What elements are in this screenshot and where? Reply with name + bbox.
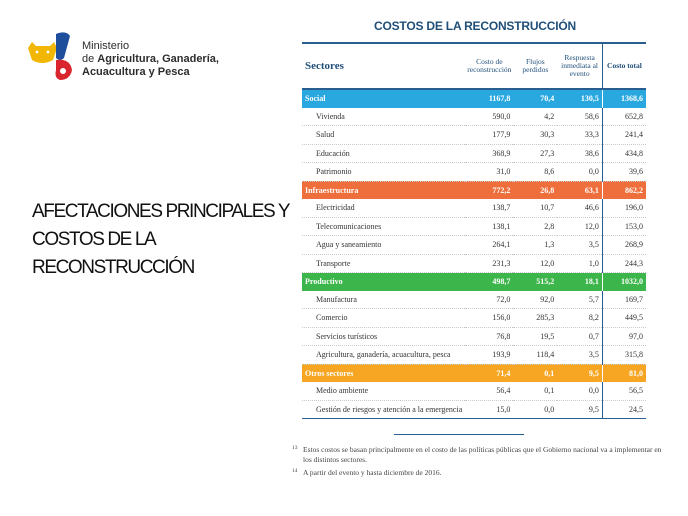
reconstruction-costs-table	[302, 42, 646, 419]
row-value: 1,0	[557, 254, 602, 273]
row-value: 169,7	[602, 291, 646, 309]
category-row	[302, 89, 646, 108]
category-value: 0,1	[544, 368, 555, 378]
row-label: Comercio	[302, 309, 465, 328]
row-value: 3,5	[557, 346, 602, 365]
logo-line-3: Acuacultura y Pesca	[82, 66, 190, 78]
slide-heading-line-1: AFECTACIONES PRINCIPALES Y	[32, 201, 290, 222]
logo-line-2	[82, 53, 219, 66]
row-label: Patrimonio	[302, 163, 465, 182]
row-label: Telecomunicaciones	[302, 217, 465, 236]
category-value: 1368,6	[602, 89, 646, 108]
row-value: 368,9	[465, 144, 513, 163]
row-value: 315,8	[602, 346, 646, 365]
row-value: 264,1	[465, 236, 513, 255]
row-value: 8,6	[513, 163, 557, 182]
category-name: Infraestructura	[305, 185, 359, 195]
table-row	[302, 309, 646, 328]
row-value: 138,1	[465, 217, 513, 236]
header-sectors: Sectores	[302, 43, 465, 89]
row-value: 19,5	[513, 327, 557, 346]
category-value: 498,7	[492, 277, 511, 287]
row-value: 58,6	[557, 108, 602, 126]
category-value: 862,2	[602, 181, 646, 199]
table-row	[302, 382, 646, 400]
row-value: 0,0	[557, 163, 602, 182]
row-value: 33,3	[557, 126, 602, 145]
row-value: 193,9	[465, 346, 513, 365]
row-value: 1,3	[513, 236, 557, 255]
footnote-mark: 13	[292, 445, 298, 451]
row-value: 138,7	[465, 199, 513, 217]
row-label: Salud	[302, 126, 465, 145]
row-value: 241,4	[602, 126, 646, 145]
footnotes	[292, 445, 662, 481]
category-value: 772,2	[492, 185, 511, 195]
footnote-13	[292, 445, 662, 465]
row-value: 30,3	[513, 126, 557, 145]
table-row	[302, 291, 646, 309]
row-label: Servicios turísticos	[302, 327, 465, 346]
row-value: 31,0	[465, 163, 513, 182]
category-value: 70,4	[540, 94, 555, 104]
table-row	[302, 400, 646, 419]
category-value: 63,1	[584, 185, 599, 195]
row-value: 24,5	[602, 400, 646, 419]
category-row	[302, 181, 646, 199]
table-row	[302, 217, 646, 236]
footnote-mark: 14	[292, 468, 298, 474]
table-body	[302, 89, 646, 419]
category-value: 515,2	[536, 277, 555, 287]
row-value: 39,6	[602, 163, 646, 182]
row-label: Educación	[302, 144, 465, 163]
footnote-divider	[394, 434, 524, 435]
header-total-cost: Costo total	[602, 43, 646, 89]
table-row	[302, 327, 646, 346]
row-value: 590,0	[465, 108, 513, 126]
table-row	[302, 144, 646, 163]
category-value: 130,5	[580, 94, 599, 104]
footnote-14	[292, 468, 662, 478]
category-name: Otros sectores	[305, 368, 354, 378]
row-value: 196,0	[602, 199, 646, 217]
table-title: COSTOS DE LA RECONSTRUCCIÓN	[374, 19, 576, 33]
category-row	[302, 273, 646, 291]
footnote-text: A partir del evento y hasta diciembre de 2016.	[303, 468, 442, 477]
row-value: 434,8	[602, 144, 646, 163]
row-value: 12,0	[557, 217, 602, 236]
header-lost-flows: Flujos perdidos	[513, 43, 557, 89]
row-value: 15,0	[465, 400, 513, 419]
row-value: 652,8	[602, 108, 646, 126]
row-value: 27,3	[513, 144, 557, 163]
row-value: 56,4	[465, 382, 513, 400]
row-value: 92,0	[513, 291, 557, 309]
row-label: Electricidad	[302, 199, 465, 217]
row-label: Transporte	[302, 254, 465, 273]
row-label: Agricultura, ganadería, acuacultura, pesca	[302, 346, 465, 365]
row-value: 0,1	[513, 382, 557, 400]
logo-line-2-bold: Agricultura, Ganadería,	[97, 53, 219, 65]
category-value: 1167,8	[488, 94, 511, 104]
category-name: Social	[305, 94, 326, 104]
category-value: 71,4	[496, 368, 511, 378]
row-value: 118,4	[513, 346, 557, 365]
table-header-row	[302, 43, 646, 89]
row-label: Agua y saneamiento	[302, 236, 465, 255]
footnote-text: Estos costos se basan principalmente en el costo de las políticas públicas que el Gobierno nacional va a implementar en los distintos sectores.	[303, 445, 662, 464]
slide-heading-line-2: COSTOS DE LA	[32, 229, 156, 250]
table-row	[302, 199, 646, 217]
row-value: 285,3	[513, 309, 557, 328]
category-value: 81,0	[602, 364, 646, 382]
row-value: 72,0	[465, 291, 513, 309]
row-value: 0,0	[557, 382, 602, 400]
row-value: 4,2	[513, 108, 557, 126]
table-row	[302, 108, 646, 126]
row-value: 12,0	[513, 254, 557, 273]
row-value: 56,5	[602, 382, 646, 400]
table-row	[302, 346, 646, 365]
ministry-name	[82, 40, 219, 79]
row-value: 2,8	[513, 217, 557, 236]
row-value: 449,5	[602, 309, 646, 328]
row-value: 38,6	[557, 144, 602, 163]
category-value: 18,1	[584, 277, 599, 287]
row-value: 177,9	[465, 126, 513, 145]
table-row	[302, 163, 646, 182]
category-value: 26,8	[540, 185, 555, 195]
row-value: 46,6	[557, 199, 602, 217]
ministry-emblem-icon	[26, 30, 76, 82]
category-row	[302, 364, 646, 382]
category-name: Productivo	[305, 277, 343, 287]
ministry-logo	[26, 30, 226, 86]
slide-heading-line-3: RECONSTRUCCIÓN	[32, 257, 194, 278]
header-immediate-response: Respuesta inmediata al evento	[557, 43, 602, 89]
header-reconstruction-cost: Costo de reconstrucción	[465, 43, 513, 89]
row-value: 5,7	[557, 291, 602, 309]
row-value: 231,3	[465, 254, 513, 273]
row-value: 156,0	[465, 309, 513, 328]
table-row	[302, 236, 646, 255]
row-value: 268,9	[602, 236, 646, 255]
category-value: 1032,0	[602, 273, 646, 291]
category-value: 9,5	[588, 368, 599, 378]
row-value: 0,7	[557, 327, 602, 346]
row-value: 244,3	[602, 254, 646, 273]
table-row	[302, 126, 646, 145]
row-label: Vivienda	[302, 108, 465, 126]
row-value: 76,8	[465, 327, 513, 346]
row-value: 8,2	[557, 309, 602, 328]
row-label: Manufactura	[302, 291, 465, 309]
row-value: 3,5	[557, 236, 602, 255]
row-value: 9,5	[557, 400, 602, 419]
slide-heading	[32, 198, 290, 282]
row-value: 97,0	[602, 327, 646, 346]
table-row	[302, 254, 646, 273]
logo-line-1: Ministerio	[82, 40, 130, 52]
row-value: 153,0	[602, 217, 646, 236]
row-value: 0,0	[513, 400, 557, 419]
logo-line-2-prefix: de	[82, 53, 98, 65]
row-label: Gestión de riesgos y atención a la emergencia	[302, 400, 465, 419]
row-value: 10,7	[513, 199, 557, 217]
row-label: Medio ambiente	[302, 382, 465, 400]
